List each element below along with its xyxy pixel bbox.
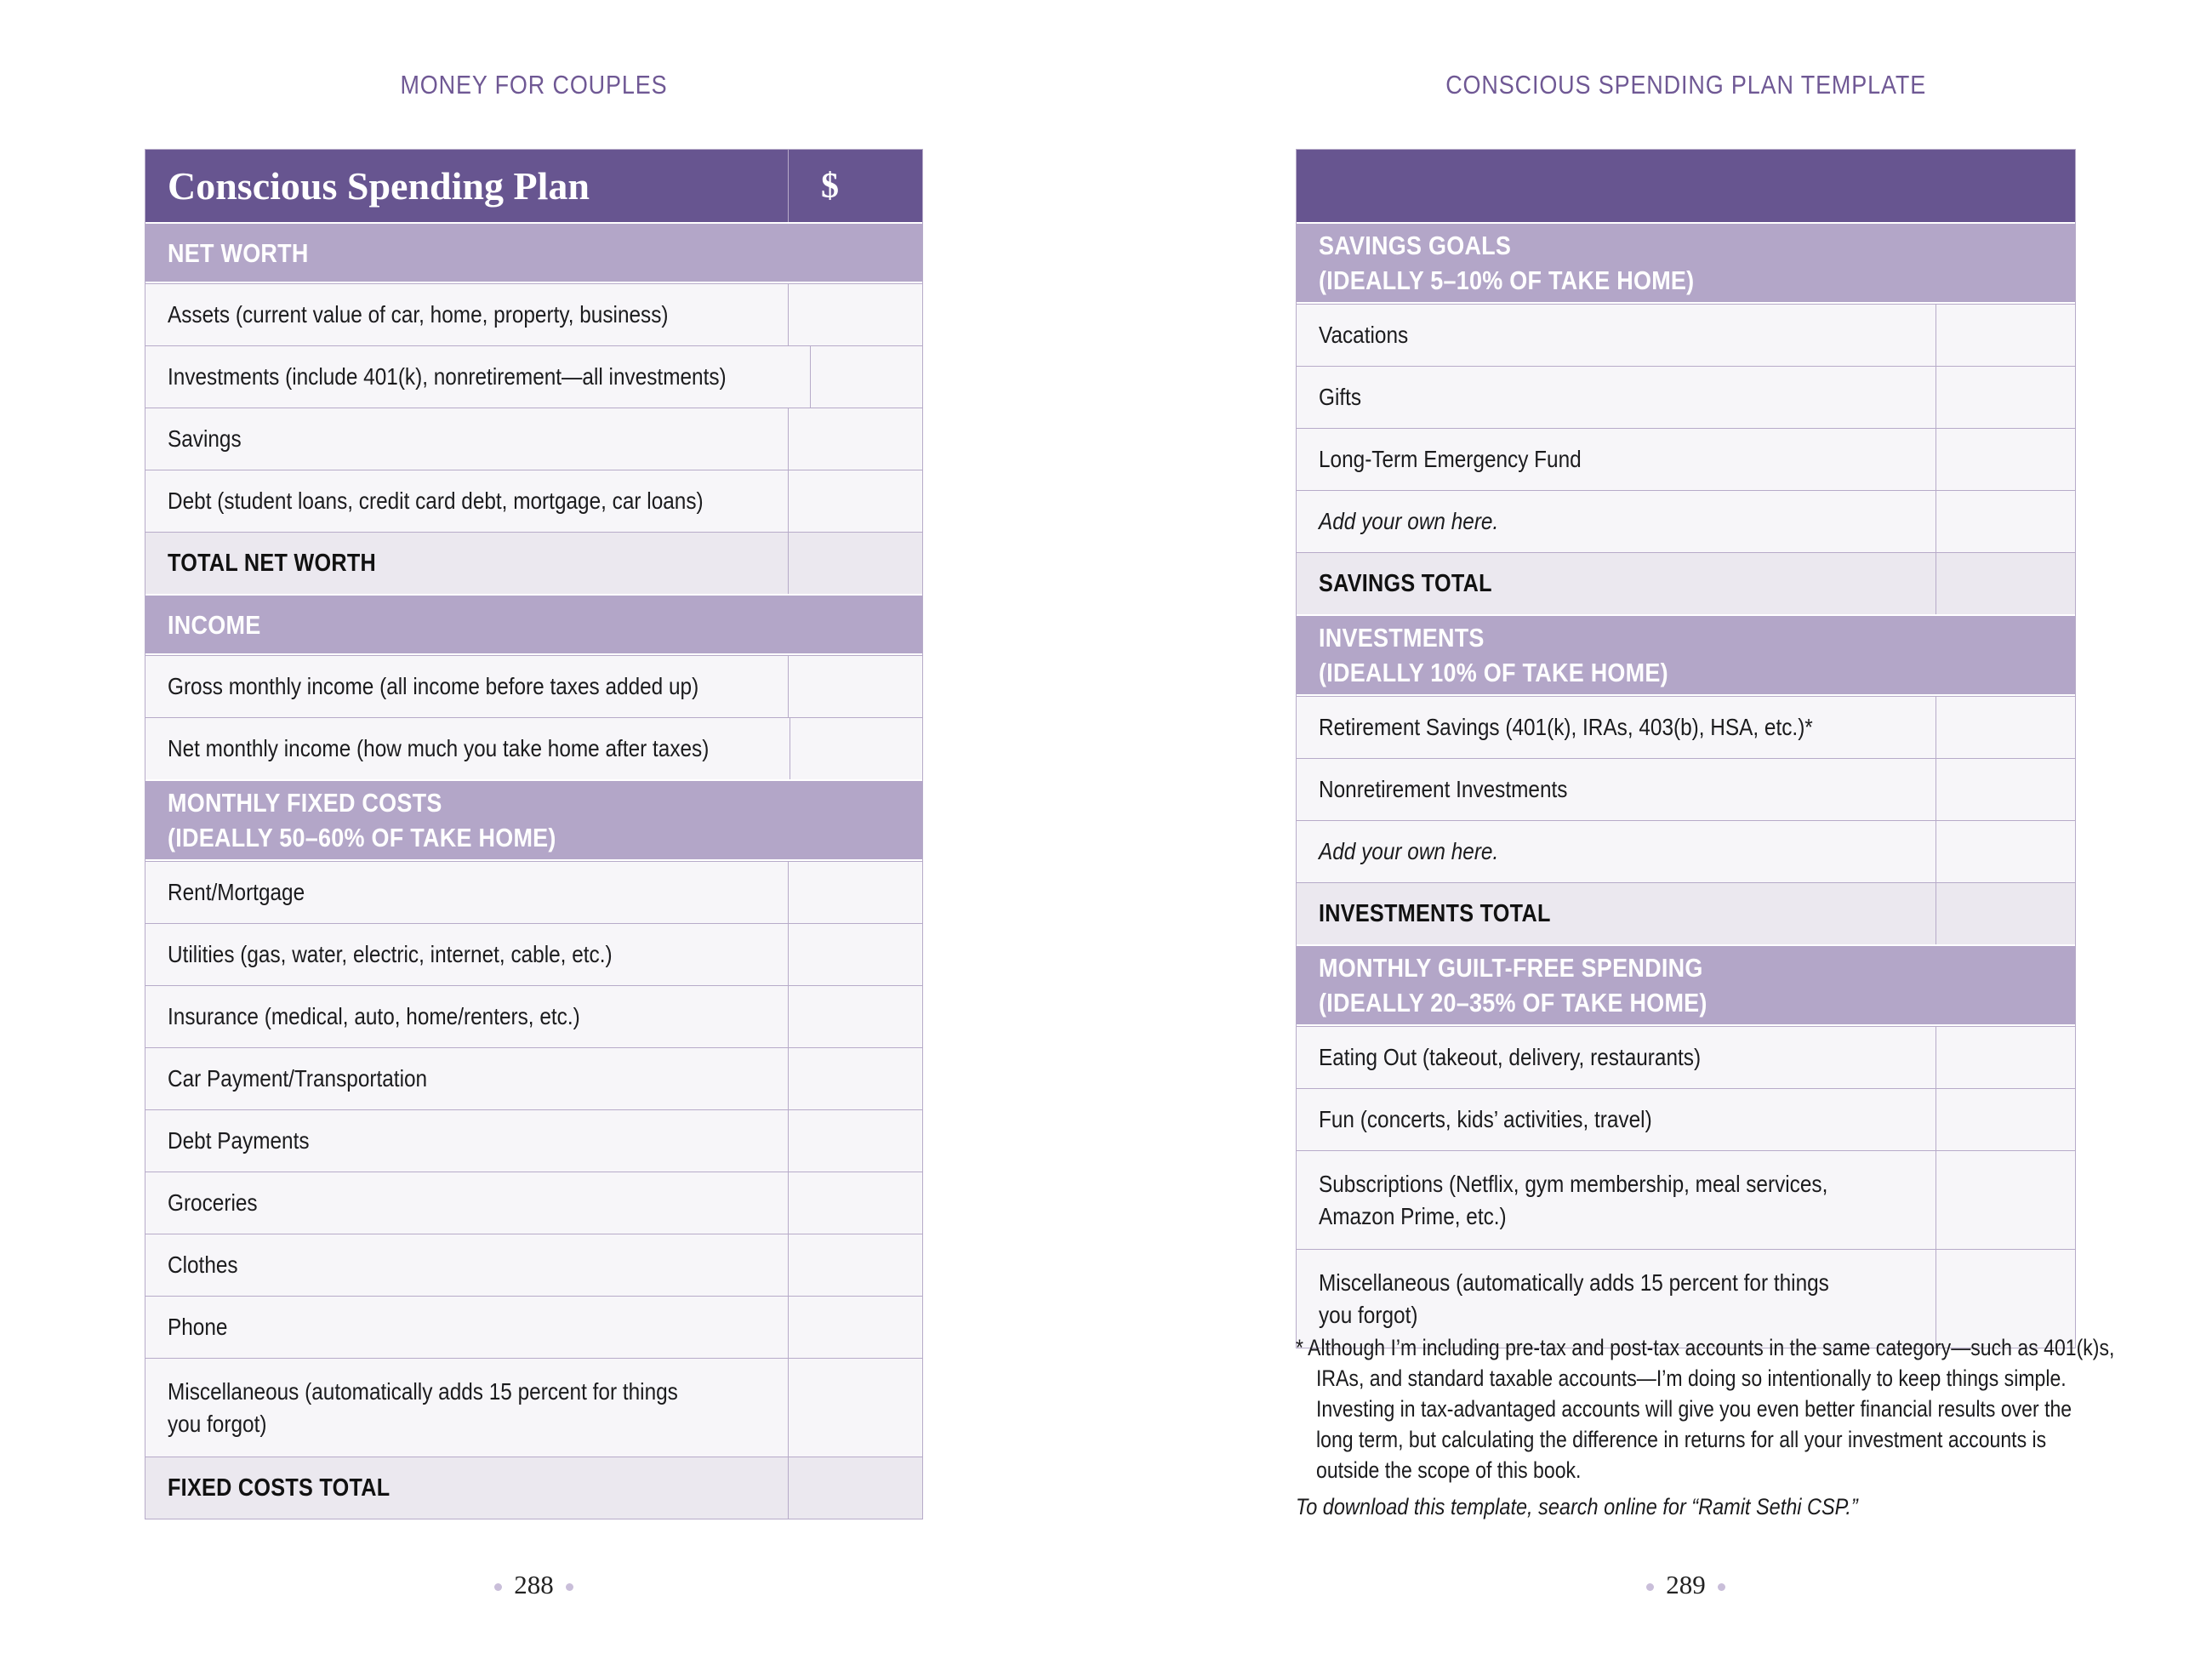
row-label-text: INVESTMENTS TOTAL bbox=[1319, 900, 1551, 927]
row-label bbox=[145, 656, 788, 717]
section-header-row bbox=[1297, 222, 2075, 304]
table-row bbox=[1297, 304, 2075, 366]
row-label bbox=[145, 408, 788, 470]
row-label-text: Car Payment/Transportation bbox=[168, 1065, 428, 1092]
amount-cell bbox=[1936, 491, 2075, 552]
row-label bbox=[145, 1297, 788, 1358]
table-row bbox=[1297, 696, 2075, 758]
table-title: Conscious Spending Plan bbox=[168, 164, 590, 208]
running-head-left bbox=[145, 70, 923, 100]
amount-cell bbox=[790, 718, 922, 779]
row-label bbox=[145, 1172, 788, 1234]
row-label-text: TOTAL NET WORTH bbox=[168, 550, 376, 577]
row-label-text: Vacations bbox=[1319, 322, 1409, 348]
total-row bbox=[145, 1457, 922, 1519]
row-label-text: Groceries bbox=[168, 1189, 258, 1216]
section-header-row bbox=[145, 594, 922, 655]
row-label bbox=[1297, 1089, 1936, 1150]
download-note-text: To download this template, search online for “Ramit Sethi CSP.” bbox=[1296, 1494, 1858, 1519]
amount-cell bbox=[788, 1110, 922, 1172]
row-label-text: (IDEALLY 5–10% OF TAKE HOME) bbox=[1319, 265, 1695, 295]
row-label-text: MONTHLY FIXED COSTS bbox=[168, 788, 442, 818]
row-label bbox=[1297, 616, 2075, 694]
row-label bbox=[145, 533, 788, 594]
row-label-text: Add your own here. bbox=[1319, 838, 1499, 864]
row-label bbox=[145, 1048, 788, 1109]
row-label-text: Add your own here. bbox=[1319, 508, 1499, 534]
page-number-left-text: 288 bbox=[514, 1570, 554, 1599]
amount-cell bbox=[1936, 821, 2075, 882]
amount-cell bbox=[1936, 1027, 2075, 1088]
row-label-text: Phone bbox=[168, 1314, 228, 1340]
row-label bbox=[145, 284, 788, 345]
row-label-text: Rent/Mortgage bbox=[168, 879, 305, 905]
amount-cell bbox=[1936, 367, 2075, 428]
page-number-right-text: 289 bbox=[1666, 1570, 1706, 1599]
dollar-column-header: $ bbox=[788, 150, 922, 222]
row-label bbox=[1297, 150, 2075, 222]
table-row bbox=[145, 1172, 922, 1234]
amount-cell bbox=[1936, 553, 2075, 614]
amount-cell bbox=[788, 656, 922, 717]
row-label bbox=[1297, 367, 1936, 428]
row-label-text: SAVINGS GOALS bbox=[1319, 231, 1512, 260]
row-label bbox=[145, 224, 922, 282]
row-label-text: Assets (current value of car, home, property, business) bbox=[168, 301, 669, 328]
row-label bbox=[145, 1359, 788, 1457]
amount-cell bbox=[788, 1457, 922, 1519]
footnote-line: Investing in tax-advantaged accounts will give you even better financial results over the bbox=[1316, 1396, 2072, 1422]
table-row bbox=[1297, 820, 2075, 882]
section-header-row bbox=[145, 222, 922, 283]
table-row bbox=[1297, 428, 2075, 490]
decorative-dot bbox=[494, 1583, 502, 1591]
row-label-text: Investments (include 401(k), nonretirement—all investments) bbox=[168, 363, 727, 390]
row-label bbox=[1297, 224, 2075, 302]
row-label-text: (IDEALLY 10% OF TAKE HOME) bbox=[1319, 658, 1668, 687]
amount-cell bbox=[810, 346, 922, 408]
amount-cell bbox=[788, 1172, 922, 1234]
row-label-text: INVESTMENTS bbox=[1319, 623, 1485, 653]
row-label-text: Savings bbox=[168, 425, 242, 452]
row-label bbox=[145, 1457, 788, 1519]
amount-cell bbox=[1936, 883, 2075, 944]
row-label-text: Debt Payments bbox=[168, 1127, 310, 1154]
row-label bbox=[145, 781, 922, 859]
amount-cell bbox=[1936, 305, 2075, 366]
table-row bbox=[145, 408, 922, 470]
footnote-line: long term, but calculating the difference in returns for all your investment accounts is bbox=[1316, 1427, 2047, 1452]
row-label-text: you forgot) bbox=[168, 1410, 267, 1437]
table-row bbox=[145, 655, 922, 717]
amount-cell bbox=[1936, 697, 2075, 758]
amount-cell bbox=[788, 470, 922, 532]
table-row bbox=[145, 345, 922, 408]
row-label bbox=[1297, 1027, 1936, 1088]
row-label bbox=[1297, 821, 1936, 882]
table-row bbox=[1297, 490, 2075, 552]
row-label-text: Eating Out (takeout, delivery, restaurants) bbox=[1319, 1044, 1702, 1070]
decorative-dot bbox=[566, 1583, 573, 1591]
row-label bbox=[145, 346, 810, 408]
row-label bbox=[1297, 697, 1936, 758]
row-label-text: Utilities (gas, water, electric, internet, cable, etc.) bbox=[168, 941, 613, 967]
row-label bbox=[1297, 759, 1936, 820]
amount-cell bbox=[788, 533, 922, 594]
row-label-text: MONTHLY GUILT-FREE SPENDING bbox=[1319, 953, 1703, 983]
row-label-text: SAVINGS TOTAL bbox=[1319, 570, 1492, 597]
row-label bbox=[1297, 883, 1936, 944]
row-label bbox=[145, 1110, 788, 1172]
amount-cell bbox=[1936, 1151, 2075, 1249]
row-label-text: Debt (student loans, credit card debt, mortgage, car loans) bbox=[168, 487, 704, 514]
amount-cell bbox=[1936, 1089, 2075, 1150]
table-row bbox=[1297, 1026, 2075, 1088]
row-label-text: Amazon Prime, etc.) bbox=[1319, 1202, 1507, 1229]
table-row bbox=[145, 717, 922, 779]
amount-cell bbox=[1936, 429, 2075, 490]
row-label bbox=[145, 1234, 788, 1296]
section-header-row bbox=[1297, 944, 2075, 1026]
footnote bbox=[1296, 1332, 2115, 1485]
table-row bbox=[1297, 1088, 2075, 1150]
footnote-line: * Although I’m including pre-tax and post-tax accounts in the same category—such as 401(k)s, bbox=[1296, 1335, 2115, 1360]
amount-cell bbox=[788, 408, 922, 470]
row-label bbox=[1297, 1151, 1936, 1249]
row-label-text: Nonretirement Investments bbox=[1319, 776, 1568, 802]
row-label bbox=[1297, 553, 1936, 614]
row-label bbox=[1297, 491, 1936, 552]
row-label-text: Net monthly income (how much you take home after taxes) bbox=[168, 735, 710, 761]
row-label-text: Retirement Savings (401(k), IRAs, 403(b), HSA, etc.)* bbox=[1319, 714, 1813, 740]
total-row bbox=[145, 532, 922, 594]
amount-cell bbox=[788, 862, 922, 923]
row-label bbox=[1297, 429, 1936, 490]
row-label bbox=[1297, 305, 1936, 366]
running-head-right-text: CONSCIOUS SPENDING PLAN TEMPLATE bbox=[1445, 70, 1926, 100]
row-label bbox=[145, 718, 790, 779]
page-number-right bbox=[1296, 1570, 2076, 1600]
decorative-dot bbox=[1646, 1583, 1654, 1591]
row-label-text: (IDEALLY 20–35% OF TAKE HOME) bbox=[1319, 988, 1707, 1018]
table-row bbox=[145, 470, 922, 532]
row-label bbox=[145, 470, 788, 532]
row-label-text: NET WORTH bbox=[168, 237, 309, 268]
row-label-text: Insurance (medical, auto, home/renters, etc.) bbox=[168, 1003, 580, 1029]
amount-cell bbox=[788, 986, 922, 1047]
decorative-dot bbox=[1718, 1583, 1725, 1591]
row-label-text: Miscellaneous (automatically adds 15 percent for things bbox=[168, 1377, 678, 1405]
download-note bbox=[1296, 1494, 2076, 1520]
footnote-line: outside the scope of this book. bbox=[1316, 1457, 1582, 1483]
table-row bbox=[145, 1109, 922, 1172]
table-row bbox=[1297, 366, 2075, 428]
row-label bbox=[145, 596, 922, 653]
table-row bbox=[145, 283, 922, 345]
row-label bbox=[145, 924, 788, 985]
row-label-text: Subscriptions (Netflix, gym membership, meal services, bbox=[1319, 1170, 1828, 1197]
row-label-text: Clothes bbox=[168, 1251, 238, 1278]
section-header-row bbox=[1297, 614, 2075, 696]
row-label-text: Miscellaneous (automatically adds 15 percent for things bbox=[1319, 1268, 1829, 1296]
amount-cell bbox=[788, 1234, 922, 1296]
section-header-row bbox=[145, 779, 922, 861]
amount-cell bbox=[788, 1359, 922, 1457]
table-row bbox=[145, 923, 922, 985]
table-row bbox=[145, 861, 922, 923]
running-head-right bbox=[1296, 70, 2076, 100]
table-row bbox=[1297, 1150, 2075, 1249]
row-label-text: Fun (concerts, kids’ activities, travel) bbox=[1319, 1106, 1652, 1132]
row-label-text: Long-Term Emergency Fund bbox=[1319, 446, 1582, 472]
row-label bbox=[145, 862, 788, 923]
conscious-spending-plan-table-left bbox=[145, 149, 923, 1519]
table-header-band bbox=[1297, 150, 2075, 222]
amount-cell bbox=[788, 1048, 922, 1109]
row-label-text: FIXED COSTS TOTAL bbox=[168, 1474, 391, 1502]
footnote-line: IRAs, and standard taxable accounts—I’m doing so intentionally to keep things simple. bbox=[1316, 1365, 2067, 1391]
running-head-left-text: MONEY FOR COUPLES bbox=[400, 70, 668, 100]
page-number-left bbox=[145, 1570, 923, 1600]
amount-cell bbox=[788, 1297, 922, 1358]
amount-cell bbox=[788, 924, 922, 985]
row-label-text: you forgot) bbox=[1319, 1301, 1418, 1328]
total-row bbox=[1297, 552, 2075, 614]
row-label-text: INCOME bbox=[168, 609, 261, 640]
row-label bbox=[1297, 946, 2075, 1024]
row-label bbox=[145, 986, 788, 1047]
row-label-text: Gross monthly income (all income before taxes added up) bbox=[168, 673, 699, 699]
table-row bbox=[145, 985, 922, 1047]
total-row bbox=[1297, 882, 2075, 944]
table-row bbox=[145, 1234, 922, 1296]
amount-cell bbox=[1936, 759, 2075, 820]
table-row bbox=[145, 1358, 922, 1457]
table-title-row bbox=[145, 150, 922, 222]
conscious-spending-plan-table-right bbox=[1296, 149, 2076, 1348]
amount-cell bbox=[788, 284, 922, 345]
row-label-text: Gifts bbox=[1319, 384, 1362, 410]
row-label-text: (IDEALLY 50–60% OF TAKE HOME) bbox=[168, 823, 556, 852]
table-row bbox=[1297, 758, 2075, 820]
table-row bbox=[145, 1047, 922, 1109]
table-row bbox=[145, 1296, 922, 1358]
